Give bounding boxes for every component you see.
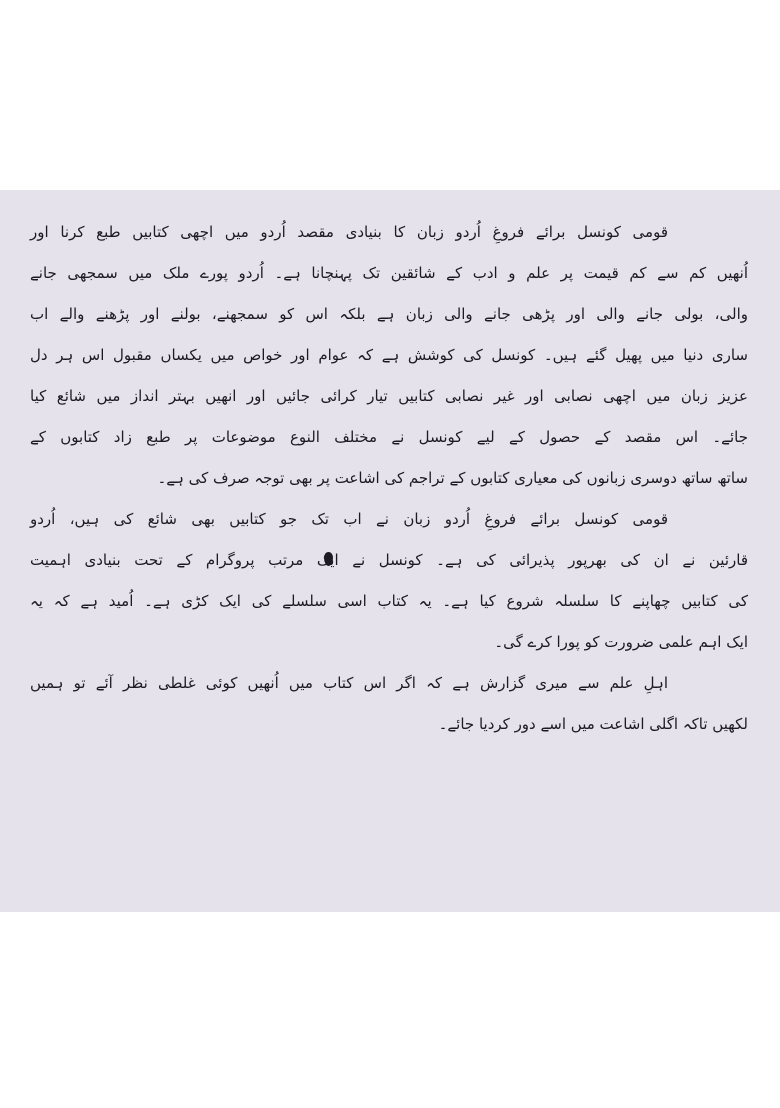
paragraph-1 — [30, 212, 748, 499]
text-line: ساری دنیا میں پھیل گئے ہیں۔ کونسل کی کوشش ہے کہ عوام اور خواص میں یکساں مقبول اس ہر دل — [30, 346, 748, 364]
paragraph-3 — [30, 663, 748, 745]
text-line: جائے۔ اس مقصد کے حصول کے لیے کونسل نے مختلف النوع موضوعات پر طبع زاد کتابوں کے — [30, 428, 748, 446]
text-line: عزیز زبان میں اچھی نصابی اور غیر نصابی کتابیں تیار کرائی جائیں اور انھیں بہتر انداز میں شائع کیا — [30, 387, 748, 405]
text-line: قارئین نے ان کی بھرپور پذیرائی کی ہے۔ کونسل نے ایک مرتب پروگرام کے تحت بنیادی اہمیت — [30, 551, 748, 569]
text-line: والی، بولی جانے والی اور پڑھی جانے والی زبان ہے بلکہ اس کو سمجھنے، بولنے اور پڑھنے والے اب — [30, 305, 748, 323]
document-text — [30, 212, 748, 745]
text-line: ایک اہم علمی ضرورت کو پورا کرے گی۔ — [494, 633, 748, 651]
text-line: اہلِ علم سے میری گزارش ہے کہ اگر اس کتاب میں اُنھیں کوئی غلطی نظر آئے تو ہمیں — [30, 674, 668, 692]
text-line: قومی کونسل برائے فروغِ اُردو زبان کا بنیادی مقصد اُردو میں اچھی کتابیں طبع کرنا اور — [30, 223, 668, 241]
text-line: کی کتابیں چھاپنے کا سلسلہ شروع کیا ہے۔ یہ کتاب اسی سلسلے کی ایک کڑی ہے۔ اُمید ہے کہ یہ — [30, 592, 748, 610]
text-line: لکھیں تاکہ اگلی اشاعت میں اسے دور کردیا جائے۔ — [438, 715, 748, 733]
text-line: ساتھ ساتھ دوسری زبانوں کی معیاری کتابوں کے تراجم کی اشاعت پر بھی توجہ صرف کی ہے۔ — [157, 469, 748, 487]
paragraph-2 — [30, 499, 748, 663]
text-line: اُنھیں کم سے کم قیمت پر علم و ادب کے شائقین تک پہنچانا ہے۔ اُردو پورے ملک میں سمجھی جانے — [30, 264, 748, 282]
text-line: قومی کونسل برائے فروغِ اُردو زبان نے اب تک جو کتابیں بھی شائع کی ہیں، اُردو — [30, 510, 668, 528]
